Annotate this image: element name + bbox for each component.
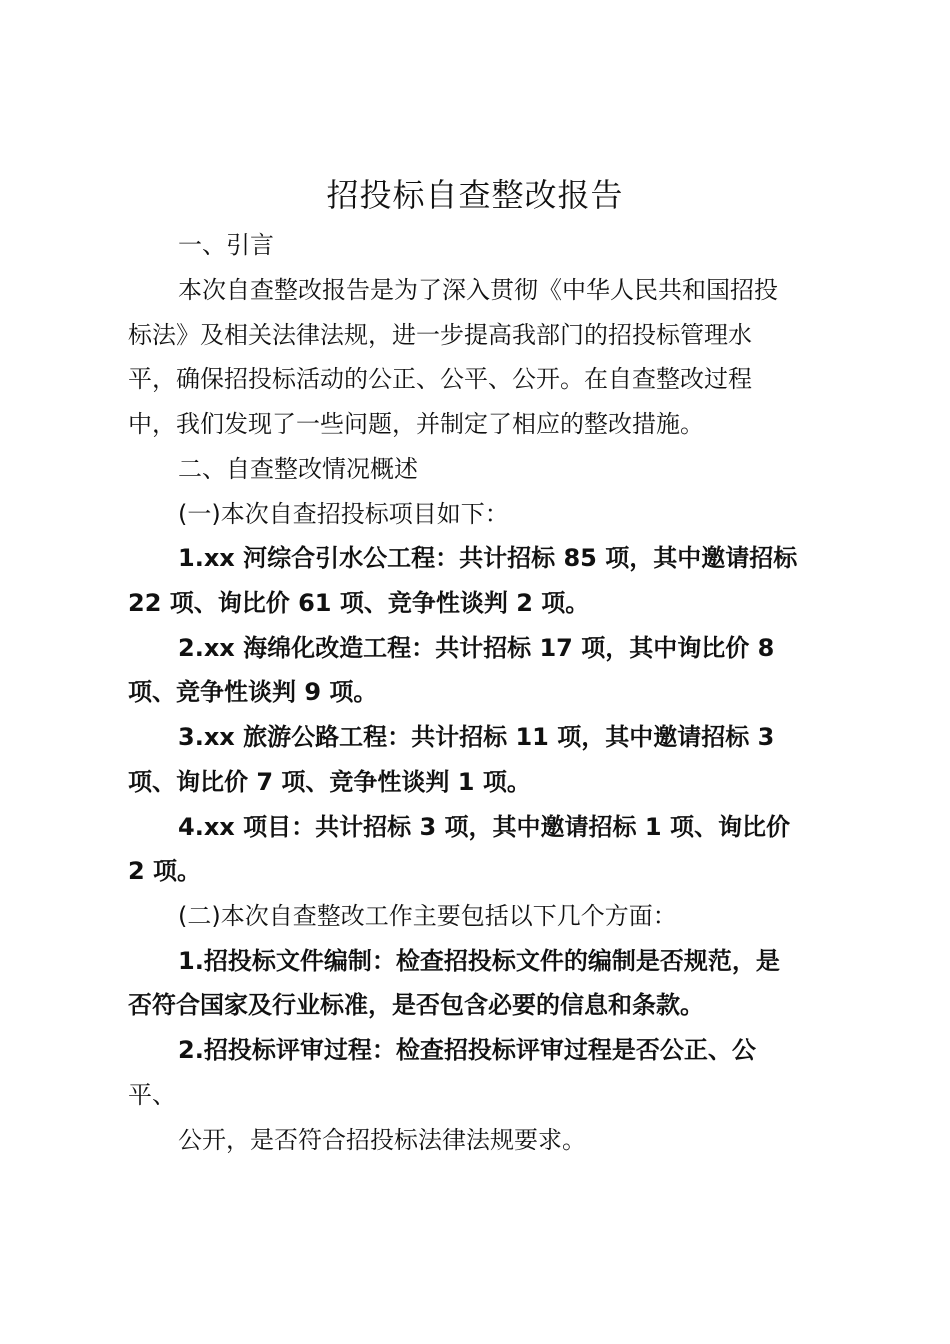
project-item-line: 3.xx 旅游公路工程：共计招标 11 项，其中邀请招标 3	[178, 723, 775, 751]
aspect-item-line: 2.招投标评审过程：检查招投标评审过程是否公正、公	[178, 1036, 756, 1064]
project-item-line: 1.xx 河综合引水公工程：共计招标 85 项，其中邀请招标	[178, 544, 798, 572]
aspect-item-line: 1.招投标文件编制：检查招投标文件的编制是否规范，是	[178, 947, 780, 975]
project-item-line: 项、询比价 7 项、竞争性谈判 1 项。	[128, 768, 531, 796]
paragraph-line: 本次自查整改报告是为了深入贯彻《中华人民共和国招投	[178, 276, 778, 304]
subsection-heading-projects: (一)本次自查招投标项目如下：	[178, 500, 509, 528]
section-heading-overview: 二、自查整改情况概述	[178, 455, 418, 483]
paragraph-line: 标法》及相关法律法规，进一步提高我部门的招投标管理水	[128, 321, 752, 349]
subsection-heading-aspects: (二)本次自查整改工作主要包括以下几个方面：	[178, 902, 677, 930]
document-title: 招投标自查整改报告	[326, 176, 624, 214]
project-item-line: 2.xx 海绵化改造工程：共计招标 17 项，其中询比价 8	[178, 634, 775, 662]
project-item-line: 4.xx 项目：共计招标 3 项，其中邀请招标 1 项、询比价	[178, 813, 790, 841]
aspect-item-line: 否符合国家及行业标准，是否包含必要的信息和条款。	[128, 991, 704, 1019]
project-item-line: 22 项、询比价 61 项、竞争性谈判 2 项。	[128, 589, 590, 617]
project-item-line: 项、竞争性谈判 9 项。	[128, 678, 378, 706]
paragraph-line: 平，确保招投标活动的公正、公平、公开。在自查整改过程	[128, 365, 752, 393]
aspect-item-line: 平、	[128, 1081, 176, 1109]
paragraph-line: 公开，是否符合招投标法律法规要求。	[178, 1126, 586, 1154]
section-heading-introduction: 一、引言	[178, 231, 274, 259]
paragraph-line: 中，我们发现了一些问题，并制定了相应的整改措施。	[128, 410, 704, 438]
project-item-line: 2 项。	[128, 857, 202, 885]
